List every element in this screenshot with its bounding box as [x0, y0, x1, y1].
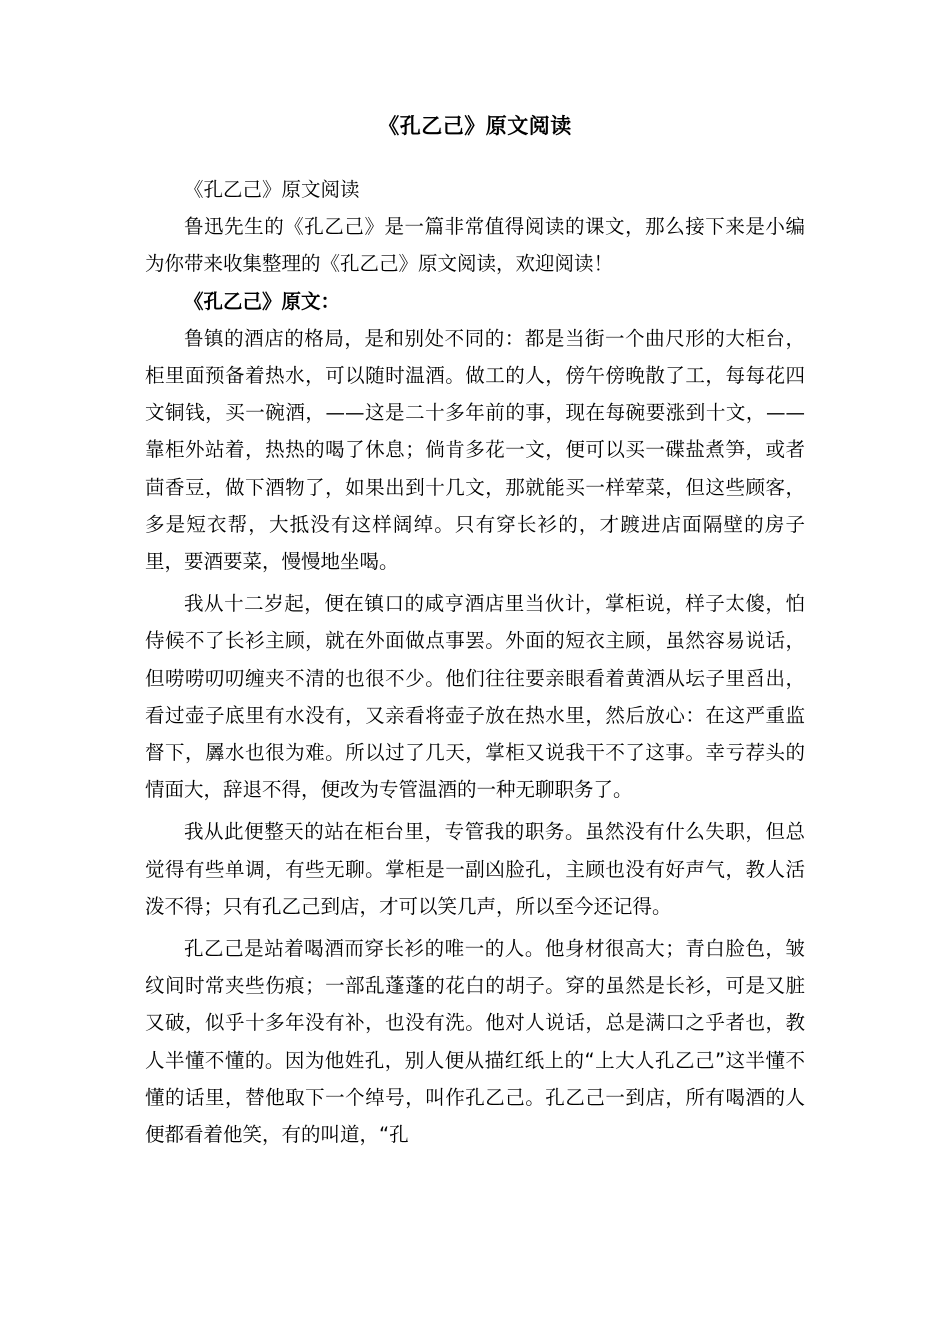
paragraph-body-4: 孔乙己是站着喝酒而穿长衫的唯一的人。他身材很高大；青白脸色，皱纹间时常夹些伤痕；一部乱蓬蓬的花白的胡子。穿的虽然是长衫，可是又脏又破，似乎十多年没有补，也没有洗。他对人说话，总是满口之乎者也，教人半懂不懂的。因为他姓孔，别人便从描红纸上的“上大人孔乙己”这半懂不懂的话里，替他取下一个绰号，叫作孔乙己。孔乙己一到店，所有喝酒的人便都看着他笑，有的叫道，“孔 [145, 937, 805, 1147]
paragraph-body-1: 鲁镇的酒店的格局，是和别处不同的：都是当街一个曲尺形的大柜台，柜里面预备着热水，可以随时温酒。做工的人，傍午傍晚散了工，每每花四文铜钱，买一碗酒，——这是二十多年前的事，现在每碗要涨到十文，——靠柜外站着，热热的喝了休息；倘肯多花一文，便可以买一碟盐煮笋，或者茴香豆，做下酒物了，如果出到十几文，那就能买一样荤菜，但这些顾客，多是短衣帮，大抵没有这样阔绰。只有穿长衫的，才踱进店面隔壁的房子里，要酒要菜，慢慢地坐喝。 [145, 326, 805, 574]
document-body [145, 171, 805, 1153]
document-title: 《孔乙己》原文阅读 [378, 114, 572, 138]
paragraph-original-heading: 《孔乙己》原文： [184, 289, 341, 313]
paragraph-body-2: 我从十二岁起，便在镇口的咸亨酒店里当伙计，掌柜说，样子太傻，怕侍候不了长衫主顾，就在外面做点事罢。外面的短衣主顾，虽然容易说话，但唠唠叨叨缠夹不清的也很不少。他们往往要亲眼看着黄酒从坛子里舀出，看过壶子底里有水没有，又亲看将壶子放在热水里，然后放心：在这严重监督下，羼水也很为难。所以过了几天，掌柜又说我干不了这事。幸亏荐头的情面大，辞退不得，便改为专管温酒的一种无聊职务了。 [145, 592, 805, 802]
paragraph-body-3: 我从此便整天的站在柜台里，专管我的职务。虽然没有什么失职，但总觉得有些单调，有些无聊。掌柜是一副凶脸孔，主顾也没有好声气，教人活泼不得；只有孔乙己到店，才可以笑几声，所以至今还记得。 [145, 820, 805, 918]
paragraph-intro: 鲁迅先生的《孔乙己》是一篇非常值得阅读的课文，那么接下来是小编为你带来收集整理的《孔乙己》原文阅读，欢迎阅读！ [145, 215, 805, 276]
paragraph-subtitle: 《孔乙己》原文阅读 [184, 178, 360, 201]
